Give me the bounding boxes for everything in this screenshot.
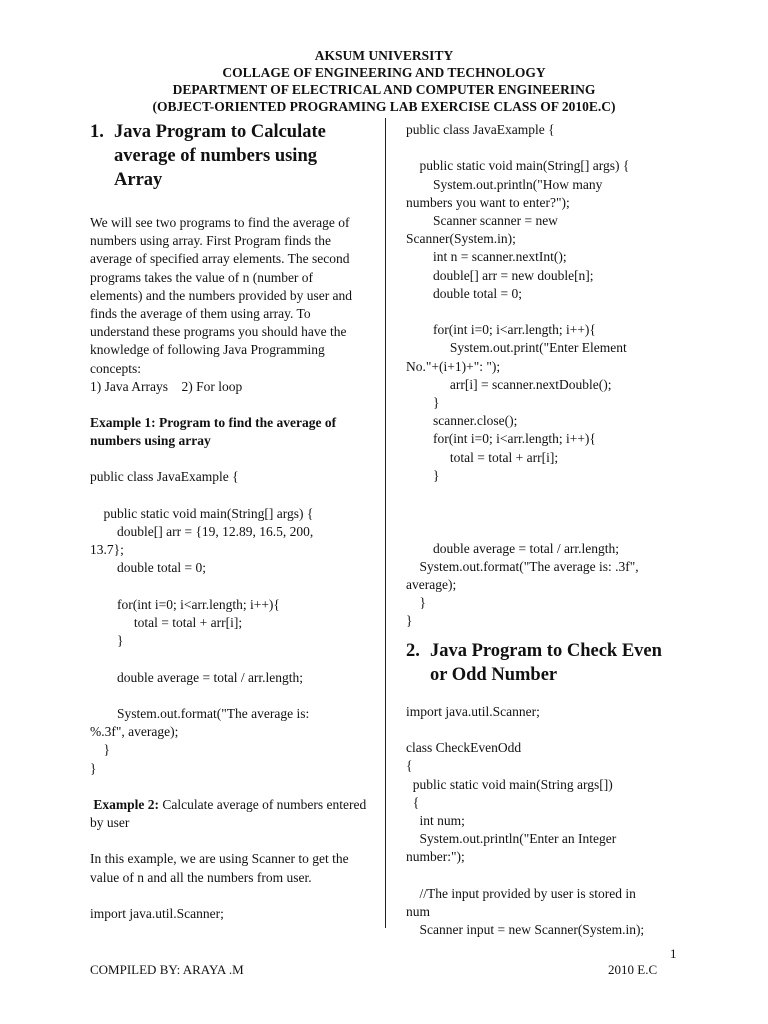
section1-concepts: 1) Java Arrays 2) For loop (90, 378, 243, 394)
footer-compiled-by: COMPILED BY: ARAYA .M (90, 962, 244, 977)
example2-import: import java.util.Scanner; (90, 905, 224, 921)
section1-number: 1. (90, 122, 104, 142)
course-title: (OBJECT-ORIENTED PROGRAMING LAB EXERCISE CLASS OF 2010E.C) (152, 99, 616, 114)
column-divider (385, 118, 386, 928)
example2-description: In this example, we are using Scanner to get the value of n and all the numbers from user. (90, 851, 349, 885)
section1-heading (90, 120, 368, 192)
example2-code: public class JavaExample { public static void main(String[] args) { System.out.println("How many numbers you want to enter?"); Scanner scanner = new Scanner(System.in); int n = scanner.nextInt(); double[] arr = new double[n]; double total = 0; for(int i=0; i<arr.length; i++){ System.out.print("Enter Element No."+(i+1)+": "); arr[i] = scanner.nextDouble(); } scanner.close(); for(int i=0; i<arr.length; i++){ total = total + arr[i]; } double average = total / arr.length; System.out.format("The average is: .3f", average); } } (406, 122, 639, 629)
college-name: COLLAGE OF ENGINEERING AND TECHNOLOGY (222, 65, 546, 80)
section2-title: Java Program to Check Even or Odd Number (430, 640, 662, 685)
right-column (406, 121, 676, 939)
department-name: DEPARTMENT OF ELECTRICAL AND COMPUTER ENGINEERING (172, 82, 596, 97)
page-number: 1 (670, 946, 677, 961)
footer-year: 2010 E.C (608, 962, 658, 977)
section1-intro: We will see two programs to find the average of numbers using array. First Program finds the average of specified array elements. The second programs takes the value of n (number of elements) and the numbers provided by user and finds the average of them using array. To understand these programs you should have the knowledge of following Java Programming concepts: (90, 215, 353, 376)
left-column (90, 120, 368, 923)
section2-number: 2. (406, 640, 420, 661)
section1-title: Java Program to Calculate average of numbers using Array (114, 122, 326, 190)
example1-title: Example 1: Program to find the average of numbers using array (90, 415, 337, 449)
example2-heading (90, 796, 368, 832)
university-name: AKSUM UNIVERSITY (314, 48, 454, 63)
example2-label: Example 2: (93, 796, 159, 812)
section2-heading (406, 639, 676, 687)
section2-code: import java.util.Scanner; class CheckEvenOdd { public static void main(String args[]) { int num; System.out.println("Enter an Integer number:"); //The input provided by user is stored in num Scanner input = new Scanner(System.in); (406, 703, 645, 938)
document-header (0, 47, 768, 115)
example2-text: Calculate average of numbers entered by user (90, 796, 367, 831)
example1-code: public class JavaExample { public static void main(String[] args) { double[] arr = {19, 12.89, 16.5, 200, 13.7}; double total = 0; for(int i=0; i<arr.length; i++){ total = total + arr[i]; } double average = total / arr.length; System.out.format("The average is: %.3f", average); } } (90, 469, 314, 776)
